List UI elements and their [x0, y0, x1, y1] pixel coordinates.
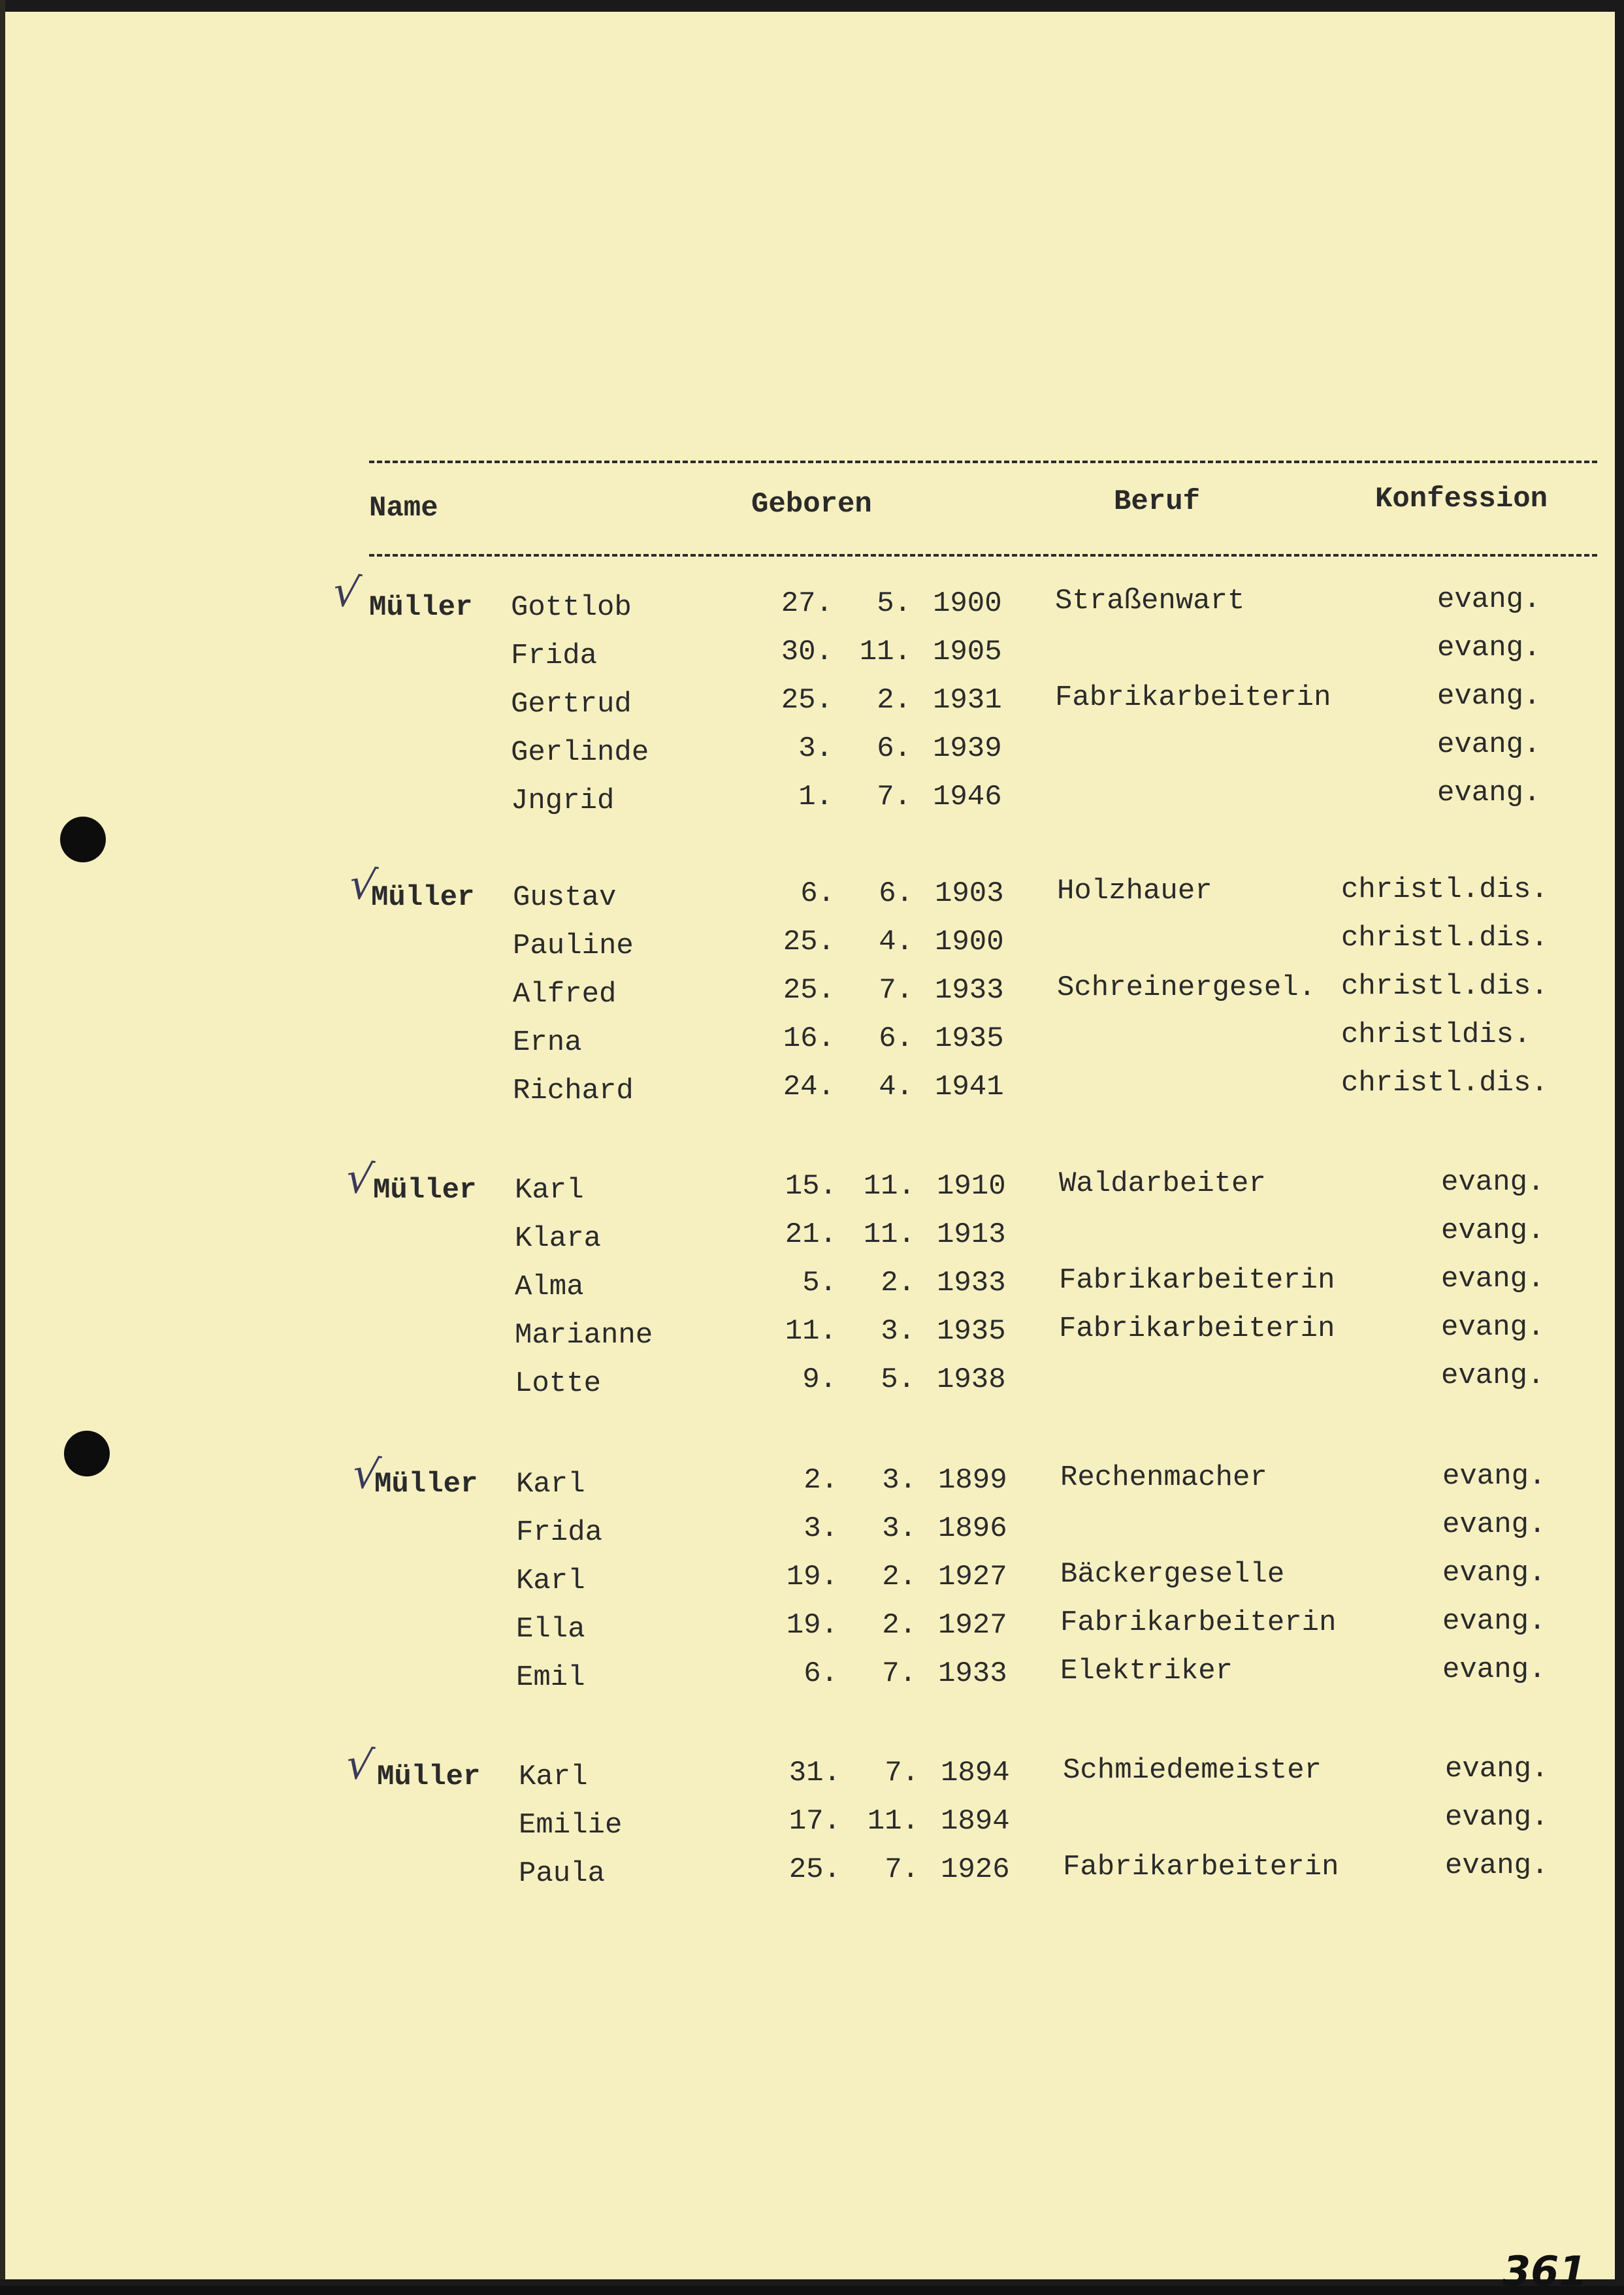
birth-year: 1894	[941, 1757, 1010, 1789]
confession: evang.	[1437, 632, 1541, 664]
birth-year: 1926	[941, 1853, 1010, 1886]
confession: christldis.	[1341, 1018, 1531, 1051]
confession: christl.dis.	[1341, 922, 1548, 954]
birth-year: 1935	[937, 1315, 1006, 1348]
occupation: Fabrikarbeiterin	[1055, 681, 1331, 714]
birth-day: 30.	[781, 636, 833, 668]
birth-month: 7.	[877, 781, 911, 813]
occupation: Fabrikarbeiterin	[1063, 1851, 1339, 1883]
birth-month: 7.	[885, 1853, 919, 1886]
confession: evang.	[1441, 1263, 1545, 1295]
birth-month: 11.	[863, 1170, 915, 1203]
header-rule-bottom	[369, 554, 1597, 557]
confession: evang.	[1445, 1801, 1549, 1834]
checkmark-icon: √	[330, 566, 363, 619]
birth-month: 7.	[879, 974, 913, 1007]
occupation: Bäckergeselle	[1060, 1558, 1285, 1591]
birth-day: 3.	[798, 732, 833, 765]
birth-day: 9.	[802, 1363, 837, 1396]
birth-month: 5.	[881, 1363, 915, 1396]
first-name: Karl	[516, 1468, 585, 1501]
confession: evang.	[1441, 1311, 1545, 1344]
birth-day: 27.	[781, 587, 833, 620]
first-name: Alfred	[513, 978, 617, 1011]
first-name: Alma	[515, 1271, 584, 1303]
surname: Müller	[374, 1468, 478, 1501]
birth-month: 11.	[859, 636, 911, 668]
first-name: Emil	[516, 1661, 585, 1694]
first-name: Klara	[515, 1222, 602, 1255]
confession: christl.dis.	[1341, 970, 1548, 1003]
confession: evang.	[1437, 728, 1541, 761]
birth-month: 7.	[882, 1657, 917, 1690]
occupation: Holzhauer	[1057, 875, 1212, 907]
birth-year: 1931	[933, 684, 1002, 717]
first-name: Erna	[513, 1026, 582, 1059]
birth-month: 11.	[867, 1805, 919, 1838]
occupation: Schreinergesel.	[1057, 971, 1316, 1004]
birth-day: 25.	[788, 1853, 841, 1886]
confession: evang.	[1442, 1653, 1546, 1686]
birth-year: 1927	[938, 1561, 1007, 1593]
occupation: Rechenmacher	[1060, 1461, 1267, 1494]
first-name: Marianne	[515, 1319, 653, 1352]
birth-year: 1941	[935, 1071, 1004, 1103]
scan-edge-top	[0, 0, 1624, 12]
birth-year: 1903	[935, 877, 1004, 910]
birth-year: 1933	[935, 974, 1004, 1007]
occupation: Schmiedemeister	[1063, 1754, 1322, 1787]
checkmark-icon: √	[343, 1739, 376, 1791]
birth-day: 6.	[800, 877, 835, 910]
confession: evang.	[1442, 1605, 1546, 1638]
birth-day: 3.	[804, 1512, 838, 1545]
confession: christl.dis.	[1341, 873, 1548, 906]
surname: Müller	[373, 1174, 477, 1207]
birth-year: 1939	[933, 732, 1002, 765]
birth-year: 1913	[937, 1218, 1006, 1251]
birth-year: 1899	[938, 1464, 1007, 1497]
birth-year: 1946	[933, 781, 1002, 813]
birth-month: 2.	[881, 1267, 915, 1299]
birth-day: 1.	[798, 781, 833, 813]
occupation: Fabrikarbeiterin	[1060, 1606, 1337, 1639]
birth-day: 25.	[783, 974, 835, 1007]
confession: evang.	[1442, 1460, 1546, 1493]
birth-month: 4.	[879, 926, 913, 958]
confession: evang.	[1441, 1359, 1545, 1392]
first-name: Paula	[519, 1857, 606, 1890]
birth-day: 16.	[783, 1022, 835, 1055]
birth-month: 7.	[885, 1757, 919, 1789]
column-header-name: Name	[369, 492, 438, 525]
header-rule-top	[369, 461, 1597, 463]
birth-day: 24.	[783, 1071, 835, 1103]
birth-day: 11.	[785, 1315, 837, 1348]
page-number: 361	[1502, 2247, 1587, 2295]
birth-year: 1894	[941, 1805, 1010, 1838]
birth-day: 5.	[802, 1267, 837, 1299]
scan-edge-right	[1615, 0, 1624, 2286]
column-header-konfession: Konfession	[1375, 483, 1548, 515]
checkmark-icon: √	[343, 1153, 376, 1205]
first-name: Frida	[511, 640, 598, 672]
checkmark-icon: √	[346, 859, 380, 911]
birth-year: 1933	[937, 1267, 1006, 1299]
confession: evang.	[1437, 680, 1541, 713]
first-name: Karl	[516, 1565, 585, 1597]
birth-month: 3.	[882, 1512, 917, 1545]
occupation: Waldarbeiter	[1059, 1167, 1266, 1200]
first-name: Richard	[513, 1075, 634, 1107]
confession: christl.dis.	[1341, 1067, 1548, 1099]
birth-year: 1927	[938, 1609, 1007, 1642]
occupation: Straßenwart	[1055, 585, 1245, 617]
birth-month: 3.	[882, 1464, 917, 1497]
birth-year: 1896	[938, 1512, 1007, 1545]
confession: evang.	[1441, 1214, 1545, 1247]
birth-month: 2.	[882, 1609, 917, 1642]
surname: Müller	[369, 591, 473, 624]
confession: evang.	[1441, 1166, 1545, 1199]
birth-day: 17.	[788, 1805, 841, 1838]
birth-day: 15.	[785, 1170, 837, 1203]
birth-day: 25.	[783, 926, 835, 958]
birth-year: 1900	[933, 587, 1002, 620]
birth-year: 1910	[937, 1170, 1006, 1203]
scan-edge-left	[0, 0, 5, 2286]
first-name: Gerlinde	[511, 736, 649, 769]
birth-year: 1938	[937, 1363, 1006, 1396]
first-name: Lotte	[515, 1367, 602, 1400]
birth-day: 19.	[786, 1609, 838, 1642]
birth-day: 19.	[786, 1561, 838, 1593]
confession: evang.	[1437, 583, 1541, 616]
birth-day: 25.	[781, 684, 833, 717]
birth-day: 31.	[788, 1757, 841, 1789]
birth-month: 5.	[877, 587, 911, 620]
surname: Müller	[377, 1761, 481, 1793]
birth-month: 4.	[879, 1071, 913, 1103]
first-name: Emilie	[519, 1809, 623, 1842]
column-header-geboren: Geboren	[751, 488, 872, 521]
birth-month: 11.	[863, 1218, 915, 1251]
birth-month: 2.	[877, 684, 911, 717]
birth-month: 2.	[882, 1561, 917, 1593]
punch-hole-lower	[64, 1431, 110, 1476]
birth-day: 2.	[804, 1464, 838, 1497]
birth-month: 6.	[879, 1022, 913, 1055]
scan-edge-bottom	[0, 2279, 1624, 2286]
birth-year: 1905	[933, 636, 1002, 668]
confession: evang.	[1445, 1849, 1549, 1882]
first-name: Karl	[519, 1761, 588, 1793]
birth-month: 6.	[879, 877, 913, 910]
first-name: Karl	[515, 1174, 584, 1207]
checkmark-icon: √	[349, 1448, 383, 1501]
birth-month: 3.	[881, 1315, 915, 1348]
birth-year: 1933	[938, 1657, 1007, 1690]
confession: evang.	[1445, 1753, 1549, 1785]
birth-day: 21.	[785, 1218, 837, 1251]
first-name: Ella	[516, 1613, 585, 1646]
birth-month: 6.	[877, 732, 911, 765]
column-header-beruf: Beruf	[1114, 485, 1201, 518]
first-name: Pauline	[513, 930, 634, 962]
first-name: Gustav	[513, 881, 617, 914]
first-name: Gertrud	[511, 688, 632, 721]
confession: evang.	[1437, 777, 1541, 809]
first-name: Gottlob	[511, 591, 632, 624]
surname: Müller	[371, 881, 475, 914]
birth-year: 1900	[935, 926, 1004, 958]
confession: evang.	[1442, 1508, 1546, 1541]
birth-year: 1935	[935, 1022, 1004, 1055]
occupation: Fabrikarbeiterin	[1059, 1312, 1335, 1345]
occupation: Elektriker	[1060, 1655, 1233, 1687]
birth-day: 6.	[804, 1657, 838, 1690]
occupation: Fabrikarbeiterin	[1059, 1264, 1335, 1297]
confession: evang.	[1442, 1557, 1546, 1589]
first-name: Jngrid	[511, 785, 615, 817]
punch-hole-upper	[60, 817, 106, 862]
first-name: Frida	[516, 1516, 603, 1549]
